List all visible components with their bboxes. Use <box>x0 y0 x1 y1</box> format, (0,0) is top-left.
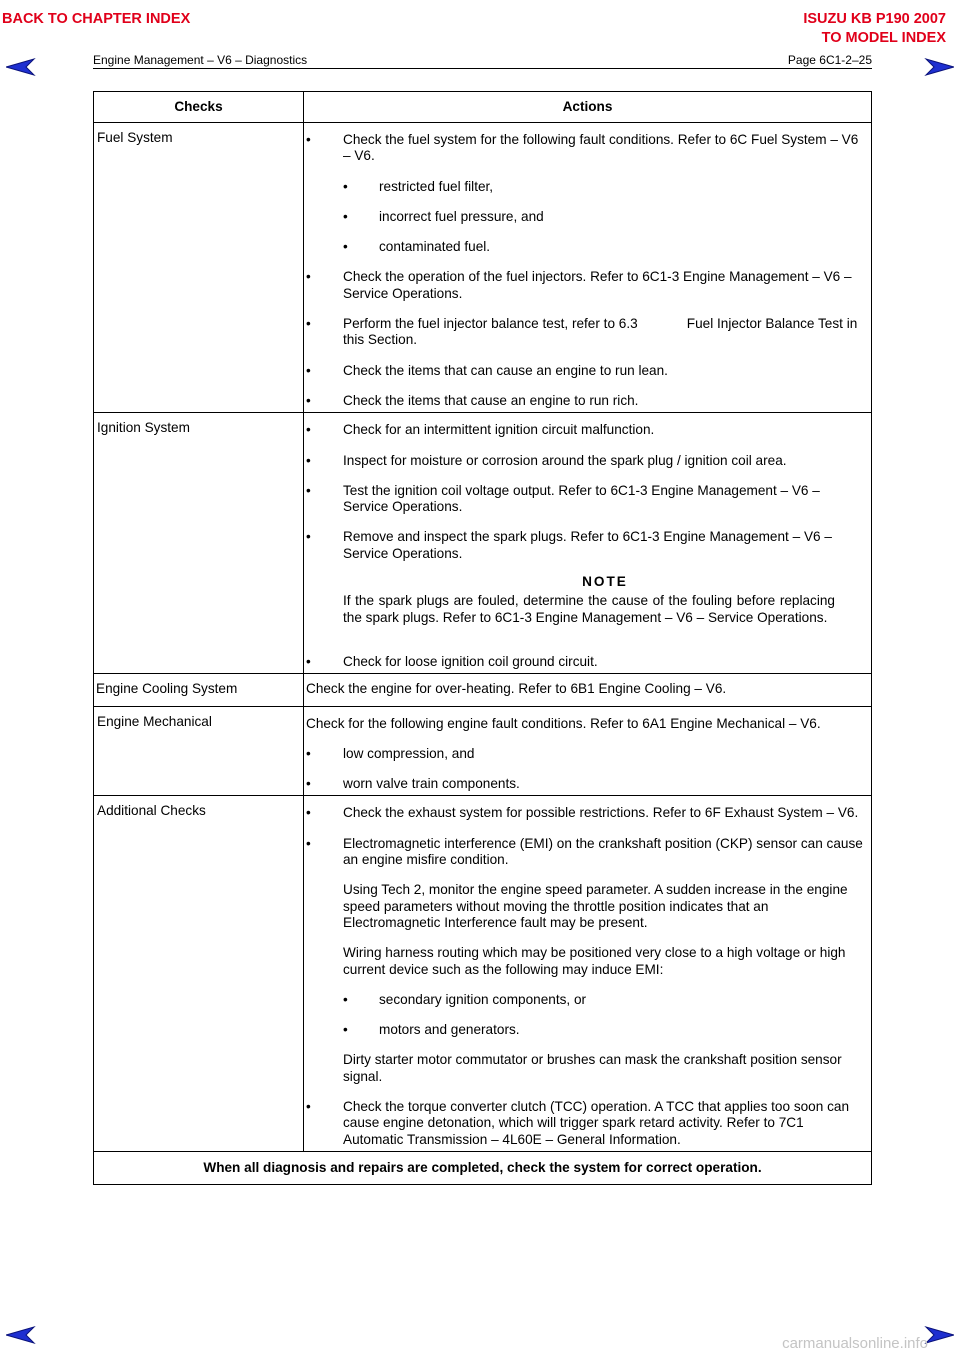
prev-page-left-arrow-icon[interactable] <box>6 1326 34 1344</box>
page-number: Page 6C1-2–25 <box>787 53 872 67</box>
action-item: • Check the operation of the fuel injectors. Refer to 6C1-3 Engine Management – V6 – Service Operations. <box>306 269 867 302</box>
action-item: • Check for loose ignition coil ground circuit. <box>306 654 867 670</box>
diagnostic-checks-table <box>93 91 872 1185</box>
sub-item: • secondary ignition components, or <box>343 992 867 1008</box>
sub-item: • restricted fuel filter, <box>343 179 867 195</box>
action-lead-text: Check for the following engine fault conditions. Refer to 6A1 Engine Mechanical – V6. <box>306 715 821 731</box>
check-label-fuel-system: Fuel System <box>94 123 304 413</box>
table-row-fuel-system <box>94 123 872 413</box>
to-model-index-link[interactable]: TO MODEL INDEX <box>821 30 946 46</box>
action-item: • Test the ignition coil voltage output. Refer to 6C1-3 Engine Management – V6 – Service Operations. <box>306 483 867 516</box>
actions-cell <box>304 796 872 1151</box>
action-item: • Check the items that cause an engine to run rich. <box>306 393 867 409</box>
watermark: carmanualsonline.info <box>782 1335 928 1352</box>
action-item: • Check the torque converter clutch (TCC) operation. A TCC that applies too soon can cause engine detonation, which will trigger spark retard activity. Refer to 7C1 Automatic Transmission – 4L60E – General Information. <box>306 1099 867 1148</box>
actions-cell <box>304 413 872 674</box>
action-paragraph: Using Tech 2, monitor the engine speed parameter. A sudden increase in the engine speed parameters without moving the throttle position indicates that an Electromagnetic Interference fault may be present. <box>343 882 848 930</box>
check-label-additional-checks: Additional Checks <box>94 796 304 1151</box>
action-item: • Check for an intermittent ignition circuit malfunction. <box>306 422 867 438</box>
action-item: • Remove and inspect the spark plugs. Refer to 6C1-3 Engine Management – V6 – Service Operations. <box>306 529 867 562</box>
action-paragraph: Wiring harness routing which may be positioned very close to a high voltage or high current device such as the following may induce EMI: <box>343 945 846 977</box>
actions-cell <box>304 123 872 413</box>
next-page-right-arrow-icon[interactable] <box>924 58 952 76</box>
note-heading: NOTE <box>582 574 628 590</box>
action-item: • Check the exhaust system for possible restrictions. Refer to 6F Exhaust System – V6. <box>306 805 867 821</box>
check-label-engine-mechanical: Engine Mechanical <box>94 706 304 796</box>
action-text: Check the fuel system for the following fault conditions. Refer to 6C Fuel System – V6 – V6. <box>343 132 859 164</box>
action-item: • Check the items that can cause an engine to run lean. <box>306 363 867 379</box>
table-footer-row <box>94 1151 872 1184</box>
action-item: • Perform the fuel injector balance test, refer to 6.3 Fuel Injector Balance Test in this Section. <box>306 316 867 349</box>
prev-page-left-arrow-icon[interactable] <box>6 58 34 76</box>
back-to-chapter-index-link[interactable]: BACK TO CHAPTER INDEX <box>2 11 191 27</box>
action-paragraph: Dirty starter motor commutator or brushes can mask the crankshaft position sensor signal. <box>343 1052 842 1084</box>
check-label-ignition-system: Ignition System <box>94 413 304 674</box>
footer-instruction: When all diagnosis and repairs are completed, check the system for correct operation. <box>94 1151 872 1184</box>
next-page-right-arrow-icon[interactable] <box>924 1326 952 1344</box>
table-row-engine-mechanical <box>94 706 872 796</box>
table-row-engine-cooling-system <box>94 674 872 706</box>
action-item <box>306 836 867 1085</box>
sub-item: • contaminated fuel. <box>343 239 867 255</box>
column-header-checks: Checks <box>94 92 304 123</box>
action-text: Check the engine for over-heating. Refer to 6B1 Engine Cooling – V6. <box>304 674 872 706</box>
column-header-actions: Actions <box>304 92 872 123</box>
sub-item: • incorrect fuel pressure, and <box>343 209 867 225</box>
header-divider <box>93 68 872 69</box>
action-item <box>306 132 867 255</box>
sub-item: • motors and generators. <box>343 1022 867 1038</box>
action-item: • Inspect for moisture or corrosion around the spark plug / ignition coil area. <box>306 453 867 469</box>
check-label-engine-cooling-system: Engine Cooling System <box>94 674 304 706</box>
model-title-link[interactable]: ISUZU KB P190 2007 <box>803 11 946 27</box>
action-item: • worn valve train components. <box>306 776 867 792</box>
action-text: Electromagnetic interference (EMI) on the crankshaft position (CKP) sensor can cause an engine misfire condition. <box>343 835 863 868</box>
table-row-ignition-system <box>94 413 872 674</box>
action-item: • low compression, and <box>306 746 867 762</box>
table-row-additional-checks <box>94 796 872 1151</box>
note-text: If the spark plugs are fouled, determine the cause of the fouling before replacing the spark plugs. Refer to 6C1-3 Engine Management – V6 – Service Operations. <box>343 593 835 625</box>
table-header-row <box>94 92 872 123</box>
page-header-title: Engine Management – V6 – Diagnostics <box>93 53 308 67</box>
actions-cell <box>304 706 872 796</box>
